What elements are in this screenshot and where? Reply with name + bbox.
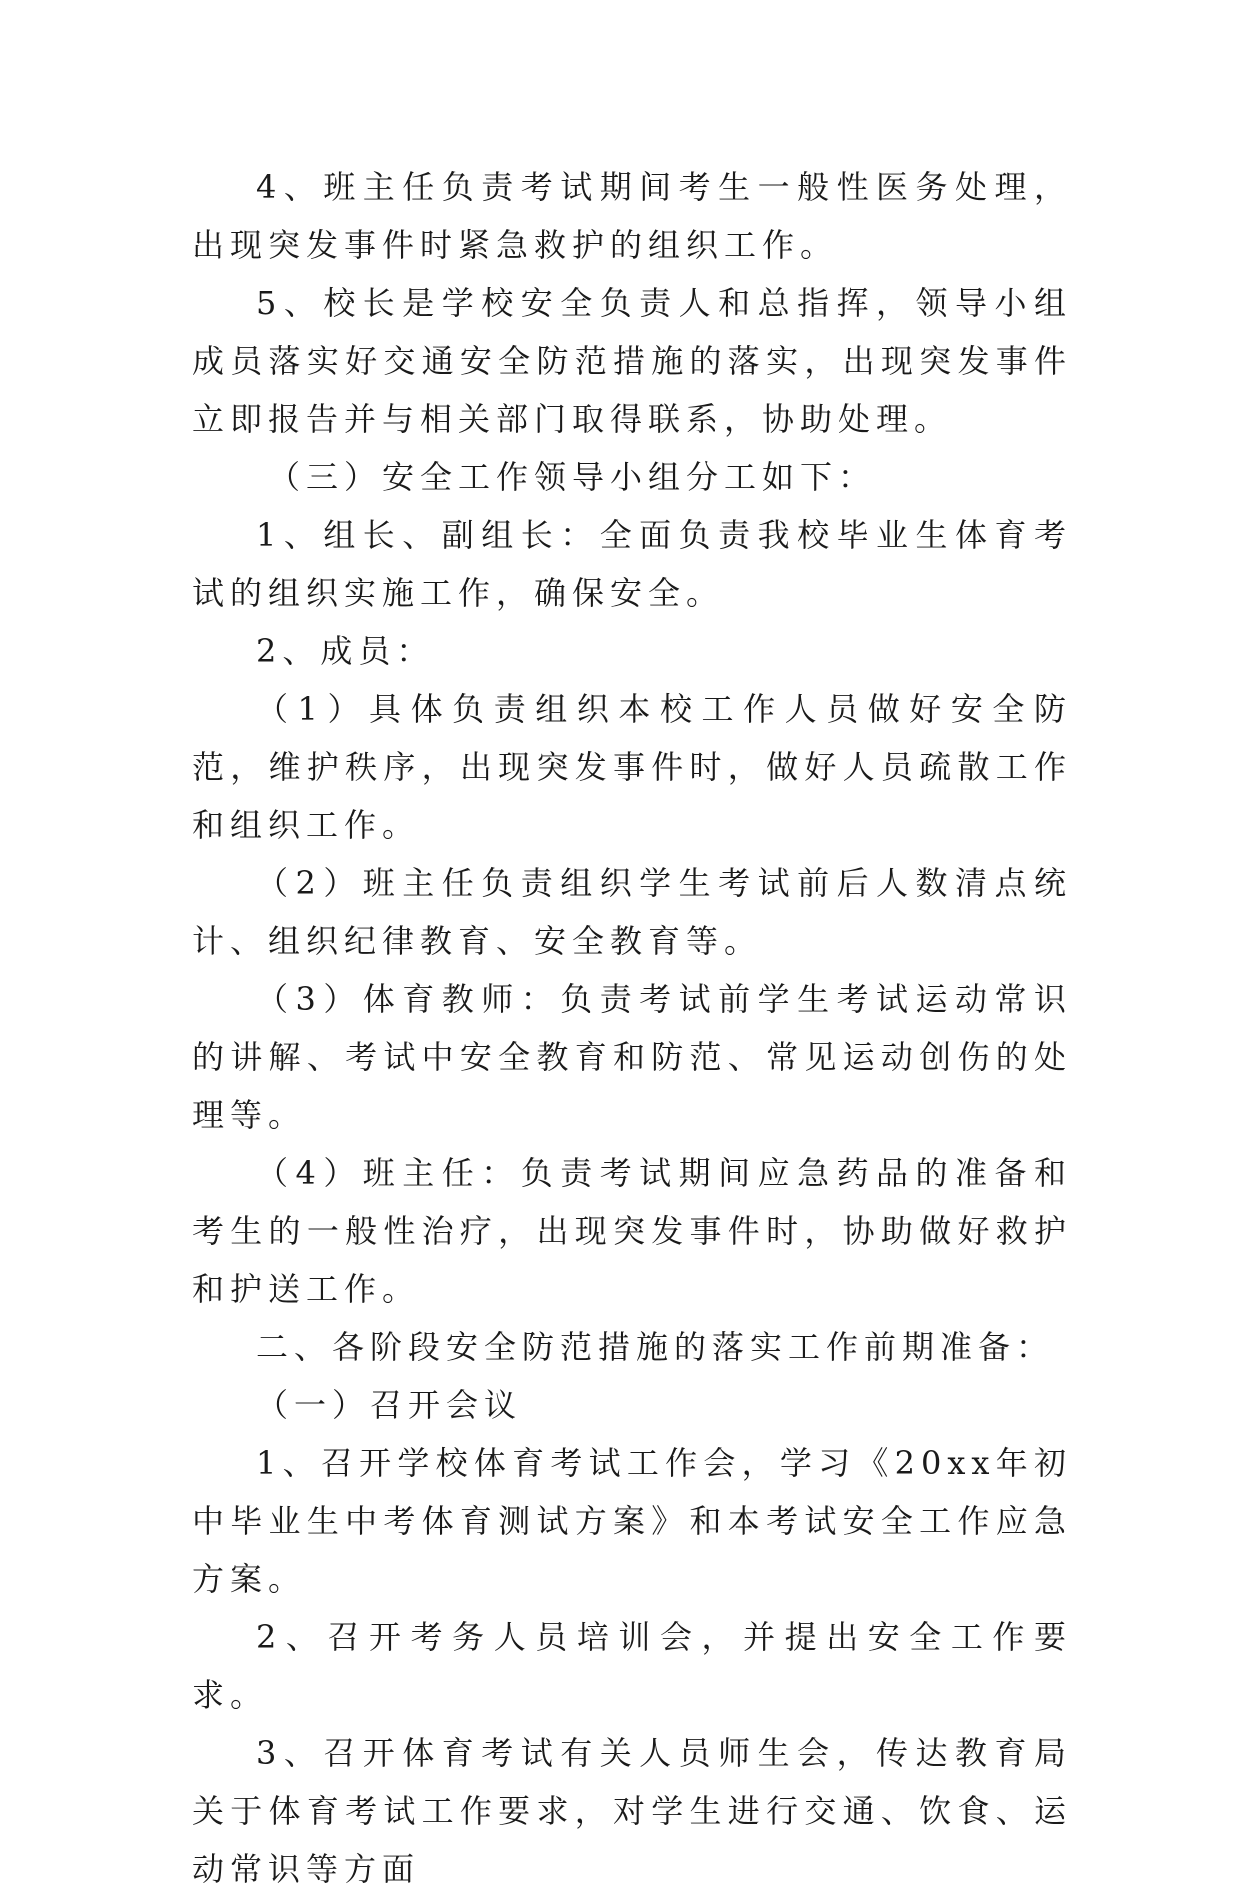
- paragraph-member-duty-1: （1）具体负责组织本校工作人员做好安全防范，维护秩序，出现突发事件时，做好人员疏散工作和组织工作。: [192, 690, 1072, 844]
- section-heading-2: 二、各阶段安全防范措施的落实工作前期准备：: [256, 1328, 1055, 1366]
- paragraph-member-duty-2: （2）班主任负责组织学生考试前后人数清点统计、组织纪律教育、安全教育等。: [192, 864, 1072, 960]
- paragraph-meeting-2: 2、召开考务人员培训会，并提出安全工作要求。: [192, 1618, 1072, 1714]
- paragraph-leader-duty: 1、组长、副组长：全面负责我校毕业生体育考试的组织实施工作，确保安全。: [192, 516, 1072, 612]
- paragraph-item-4: 4、班主任负责考试期间考生一般性医务处理，出现突发事件时紧急救护的组织工作。: [192, 168, 1072, 264]
- paragraph-meeting-3: 3、召开体育考试有关人员师生会，传达教育局关于体育考试工作要求，对学生进行交通、饮食、运动常识等方面: [192, 1734, 1072, 1888]
- paragraph-meeting-1: 1、召开学校体育考试工作会，学习《20xx年初中毕业生中考体育测试方案》和本考试安全工作应急方案。: [192, 1444, 1072, 1598]
- paragraph-item-5: 5、校长是学校安全负责人和总指挥，领导小组成员落实好交通安全防范措施的落实，出现突发事件立即报告并与相关部门取得联系，协助处理。: [192, 284, 1072, 438]
- subsection-heading-1: （一）召开会议: [256, 1386, 523, 1424]
- paragraph-member-duty-4: （4）班主任：负责考试期间应急药品的准备和考生的一般性治疗，出现突发事件时，协助做好救护和护送工作。: [192, 1154, 1072, 1308]
- paragraph-member-duty-3: （3）体育教师：负责考试前学生考试运动常识的讲解、考试中安全教育和防范、常见运动创伤的处理等。: [192, 980, 1072, 1134]
- section-heading-3: （三）安全工作领导小组分工如下：: [268, 458, 877, 496]
- document-body: [192, 158, 1072, 1898]
- paragraph-members: 2、成员：: [256, 632, 435, 670]
